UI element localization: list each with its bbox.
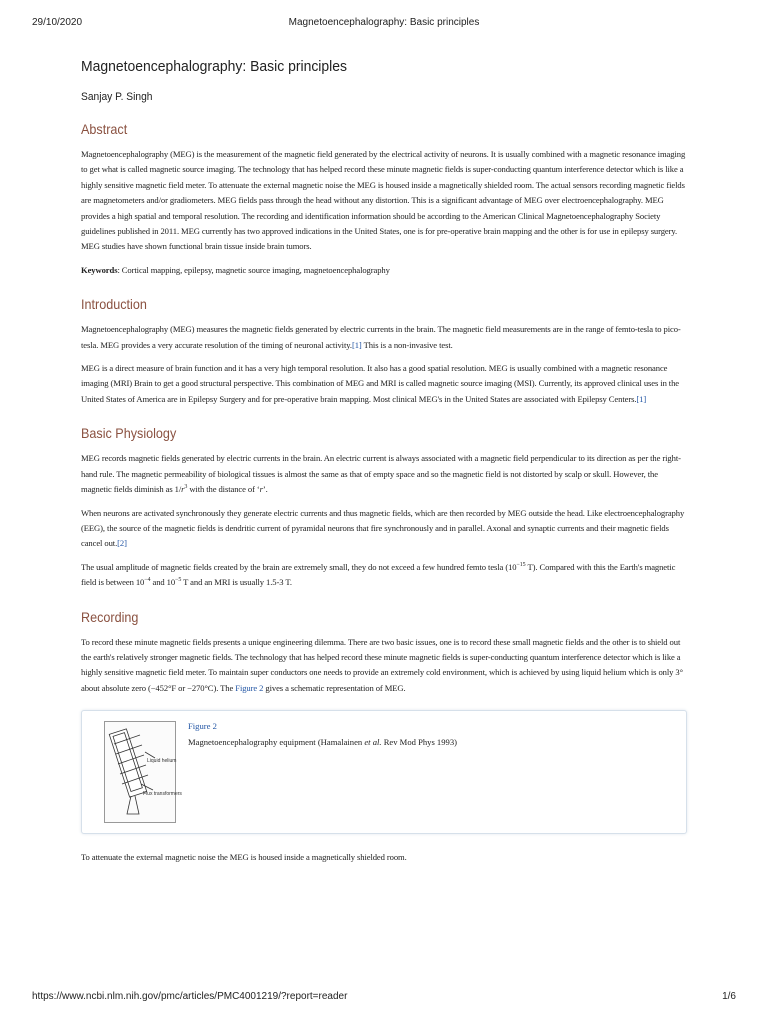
physiology-p1-b: with the distance of ‘ [187, 484, 260, 495]
figure-2-caption [188, 737, 457, 747]
introduction-section [81, 296, 687, 407]
physiology-p1-r2: r [259, 484, 263, 495]
introduction-p1-text: Magnetoencephalography (MEG) measures the magnetic fields generated by electric currents in the brain. The magnetic field measurements are in the range of femto-tesla to pico-tesla. MEG provides a very accurate resolution of the timing of neuronal activity. [81, 324, 681, 350]
introduction-paragraph-2 [81, 361, 687, 407]
figure-thumb-label-2: Flux transformers [143, 791, 182, 798]
physiology-p3-exp1: −15 [516, 561, 526, 568]
abstract-section [81, 121, 687, 278]
reference-link-2[interactable]: [2] [117, 538, 127, 549]
physiology-p3-b: T). Compared with this the Earth's magnetic field is between 10 [81, 561, 676, 588]
recording-paragraph-2: To attenuate the external magnetic noise the MEG is housed inside a magnetically shielded room. [81, 852, 407, 863]
physiology-p3-a: The usual amplitude of magnetic fields created by the brain are extremely small, they do not exceed a few hundred femto tesla (10 [81, 561, 517, 572]
physiology-p1-r: r [181, 484, 185, 495]
basic-physiology-heading: Basic Physiology [81, 425, 177, 442]
physiology-p1-a: MEG records magnetic fields generated by electric currents in the brain. An electric current is always associated with a magnetic field perpendicular to its direction as per the right-hand rule. The magnetic permeability of biological tissues is almost the same as that of empty space and so the magnetic field is not distorted by scalp or skull. However, the magnetic fields diminish as 1/ [81, 453, 681, 495]
physiology-p3-c: and 10 [150, 577, 176, 588]
abstract-heading: Abstract [81, 121, 128, 137]
figure-caption-a: Magnetoencephalography equipment (Hamalainen [188, 737, 365, 748]
introduction-p2-text: MEG is a direct measure of brain function and it has a very high temporal resolution. It also has a good spatial resolution. MEG is usually combined with a magnetic resonance imaging (MRI) Brain to get a good structural perspective. This combination of MEG and MRI is called magnetic source imaging (MSI). Currently, its approved clinical uses in the United States of America are in Epilepsy Surgery and for pre-operative brain mapping. Most clinical MEG's in the United States are associated with Epilepsy Centers. [81, 363, 680, 404]
physiology-p1-c: ’. [262, 484, 268, 495]
physiology-p3-exp2: −4 [144, 577, 151, 584]
physiology-paragraph-1 [81, 451, 687, 497]
basic-physiology-section [81, 425, 687, 590]
abstract-text: Magnetoencephalography (MEG) is the measurement of the magnetic field generated by the electrical activity of neurons. It is usually combined with a magnetic resonance imaging to get what is called magnetic source imaging. The technology that has helped record these minute magnetic fields is super-conducting quantum interference detector which is like a highly sensitive magnetic field meter. To attenuate the external magnetic noise the MEG is housed inside a magnetically shielded room. The actual sensors recording magnetic fields are magnetometers and/or gradiometers. MEG fields pass through the head without any distortion. This is a significant advantage of MEG over electroencephalography. MEG provides a high spatial and temporal resolution. The recording and identification information should be according to the American Clinical Magnetoencephalography Society guidelines published in 2011. MEG currently has two approved indications in the United States, one is for pre-operative brain mapping and the other is for use in epilepsy surgery. MEG studies have shown functional brain tissue inside brain tumors. [81, 149, 686, 252]
keywords-list: : Cortical mapping, epilepsy, magnetic source imaging, magnetoencephalography [117, 264, 390, 275]
figure-2-link[interactable]: Figure 2 [188, 721, 217, 732]
introduction-paragraph-1 [81, 322, 687, 353]
recording-p1-tail: gives a schematic representation of MEG. [263, 682, 406, 693]
print-url: https://www.ncbi.nlm.nih.gov/pmc/articles/PMC4001219/?report=reader [32, 991, 348, 1002]
figure-2-box[interactable] [81, 710, 687, 834]
keywords-label: Keywords [81, 264, 118, 275]
print-footer [32, 991, 736, 1002]
reference-link-1b[interactable]: [1] [636, 393, 647, 404]
physiology-p3-exp3: −5 [175, 577, 182, 584]
introduction-p1-tail: This is a non-invasive test. [361, 339, 453, 350]
physiology-p2-text: When neurons are activated synchronously they generate electric currents and thus magnetic fields, which are then recorded by MEG outside the head. Like electroencephalography (EEG), the source of the magnetic fields is dendritic current of pyramidal neurons that fire synchronously and in parallel. Axonal and synaptic currents and their magnetic fields cancel out. [81, 507, 685, 549]
physiology-paragraph-2 [81, 506, 687, 552]
keywords-line [81, 263, 687, 278]
physiology-p1-exp: 3 [184, 484, 188, 491]
recording-p1-text: To record these minute magnetic fields presents a unique engineering dilemma. There are two basic issues, one is to record these small magnetic fields and the other is to shield out the earth's relatively stronger magnetic fields. The technology that has helped record these minute magnetic fields is super-conducting quantum interference detector which is like a highly sensitive magnetic field meter. To maintain super conductors one needs to provide an extremely cold environment, which is achieved by using liquid helium which is only 3° about absolute zero (−452°F or −270°C). The [81, 636, 683, 693]
reference-link-1[interactable]: [1] [351, 339, 362, 350]
figure-thumb-label-1: Liquid helium [147, 758, 177, 765]
figure-caption-em: et al. [364, 737, 382, 748]
print-header [32, 17, 736, 28]
physiology-paragraph-3 [81, 560, 687, 591]
print-page-number: 1/6 [722, 991, 736, 1002]
figure-2-inline-link[interactable]: Figure 2 [235, 682, 264, 693]
recording-heading: Recording [81, 608, 139, 625]
physiology-p3-d: T and an MRI is usually 1.5-3 T. [181, 577, 292, 588]
article-content [81, 58, 687, 866]
recording-paragraph-1 [81, 635, 687, 697]
introduction-heading: Introduction [81, 296, 147, 313]
meg-schematic-icon [105, 722, 182, 822]
print-page-title: Magnetoencephalography: Basic principles [288, 17, 480, 28]
article-author: Sanjay P. Singh [81, 91, 153, 103]
recording-section [81, 609, 687, 866]
article-title: Magnetoencephalography: Basic principles [81, 58, 347, 75]
print-date: 29/10/2020 [32, 17, 83, 28]
figure-caption-b: Rev Mod Phys 1993) [381, 737, 457, 748]
figure-2-thumbnail[interactable] [104, 721, 182, 823]
